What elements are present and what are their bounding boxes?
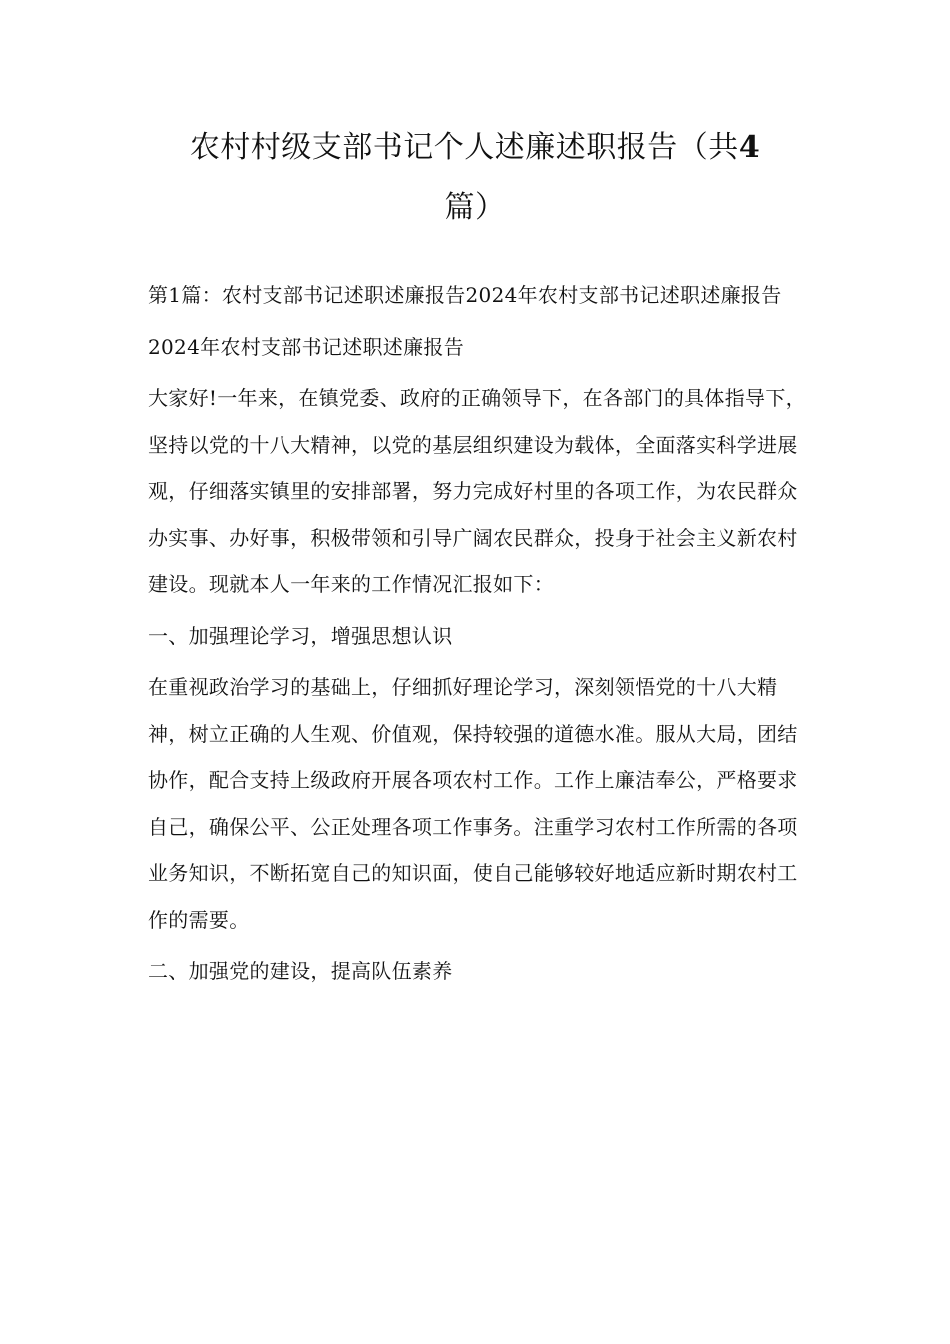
section-heading-2: 二、加强党的建设，提高队伍素养 (148, 959, 453, 983)
section-1-paragraph: 在重视政治学习的基础上，仔细抓好理论学习，深刻领悟党的十八大精神，树立正确的人生观、价值观，保持较强的道德水准。服从大局，团结协作，配合支持上级政府开展各项农村工作。工作上廉洁奉公，严格要求自己，确保公平、公正处理各项工作事务。注重学习农村工作所需的各项业务知识，不断拓宽自己的知识面，使自己能够较好地适应新时期农村工作的需要。 (148, 675, 798, 932)
document-body (148, 272, 810, 1000)
section-heading-1: 一、加强理论学习，增强思想认识 (148, 623, 453, 648)
title-number: 4 (738, 130, 761, 165)
document-title (148, 118, 802, 238)
report-subtitle: 2024年农村支部书记述职述廉报告 (148, 334, 464, 359)
intro-paragraph: 大家好!一年来，在镇党委、政府的正确领导下，在各部门的具体指导下，坚持以党的十八大精神，以党的基层组织建设为载体，全面落实科学进展观，仔细落实镇里的安排部署，努力完成好村里的各项工作，为农民群众办实事、办好事，积极带领和引导广阔农民群众，投身于社会主义新农村建设。现就本人一年来的工作情况汇报如下： (148, 386, 806, 596)
title-end-text: 篇） (444, 190, 506, 225)
title-main-text: 农村村级支部书记个人述廉述职报告（共 (189, 130, 739, 165)
section-heading-article-1: 第1篇：农村支部书记述职述廉报告2024年农村支部书记述职述廉报告 (148, 283, 782, 307)
